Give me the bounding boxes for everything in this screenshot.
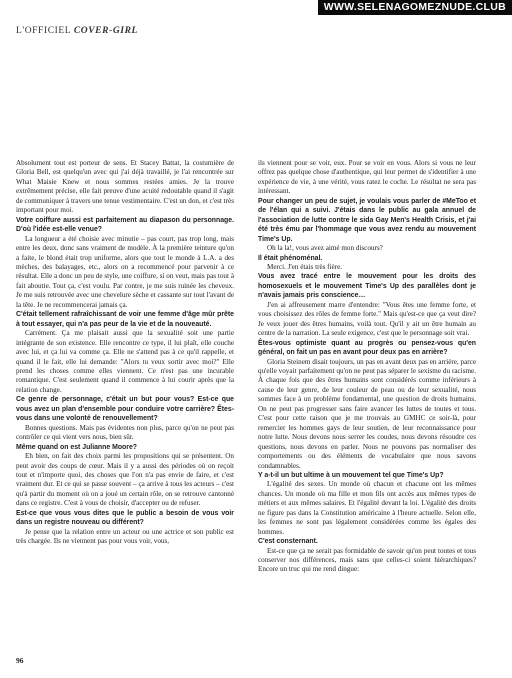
interview-answer: Est-ce que ça ne serait pas formidable de savoir qu'on peut toutes et tous conserver nos différences, mais sans que celles-ci soient hiérarchiques? Encore un truc qui me rend dingue:	[258, 546, 476, 574]
interview-answer: Eh bien, on fait des choix parmi les propositions qui se présentent. On peut avoir des coups de cœur. Mais il y a aussi des périodes où on reçoit tout et n'importe quoi, des choses que l'on n'a pas envie de faire, et c'est vraiment dur. Et ce qui se passe souvent – ça arrive à tous les acteurs – c'est qu'à partir du moment où on a joué un certain rôle, on se retrouve cantonné dans ce registre. C'est à vous de choisir, d'accepter ou de refuser.	[16, 452, 234, 508]
interview-question: Pour changer un peu de sujet, je voulais vous parler de #MeToo et de l'élan qui a suivi. J'étais dans le public au gala annuel de l'association de lutte contre le sida Gay Men's Health Crisis, et j'ai été très ému par l'hommage que vous avez rendu au mouvement Time's Up.	[258, 197, 476, 243]
interview-question: Il était phénoménal.	[258, 254, 323, 262]
page-header	[16, 26, 138, 36]
section-name: COVER-GIRL	[73, 26, 138, 36]
interview-question: Est-ce que vous vous dites que le public a besoin de vous voir dans un registre nouveau ou différent?	[16, 509, 234, 527]
interview-answer: ils viennent pour se voir, eux. Pour se voir en vous. Alors si vous ne leur offrez pas quelque chose d'authentique, qui leur permet de s'identifier à une expérience de vie, à une vérité, vous ratez le coche. Le résultat ne sera pas intéressant.	[258, 159, 476, 196]
interview-answer: Merci. J'en étais très fière.	[267, 262, 343, 271]
interview-question: Même quand on est Julianne Moore?	[16, 443, 137, 451]
interview-answer: Gloria Steinem disait toujours, un pas en avant deux pas en arrière, parce qu'elle voyait parfaitement qu'on ne peut pas séparer le sexisme du racisme. À chaque fois que des êtres humains sont considérés comme inférieurs à cause de leur genre, de leur couleur de peau ou de leur sexualité, nous sommes face à un problème fondamental, une question de droits humains. On ne peut pas progresser sans faire avancer les luttes de toutes et tous. C'est pour cette raison que je me trouvais au GMHC ce soir-là, pour remercier les hommes gays de leur soutien, de leur reconnaissance pour notre lutte. Nous devons nous serrer les coudes, nous devons résoudre ces questions, nous devons en parler. Nous ne pouvons pas normaliser des comportements ou des éléments de vocabulaire que nous savons condamnables.	[258, 357, 476, 470]
interview-question: Êtes-vous optimiste quant au progrès ou pensez-vous qu'en général, on fait un pas en avant pour deux pas en arrière?	[258, 339, 476, 357]
article-column-right	[258, 159, 476, 575]
interview-question: C'est consternant.	[258, 538, 318, 546]
interview-answer: Je pense que la relation entre un acteur ou une actrice et son public est très chargée. Ils ne viennent pas pour vous voir, vous,	[16, 527, 234, 546]
page-number: 96	[16, 656, 24, 665]
interview-answer: Oh la la!, vous avez aimé mon discours?	[267, 244, 383, 253]
site-watermark: WWW.SELENAGOMEZNUDE.CLUB	[318, 0, 512, 15]
interview-answer: La longueur a été choisie avec minutie – pas court, pas trop long, mais entre les deux, donc sans vraiment de modèle. À la première teinture qu'on a faite, le blond était trop uniforme, alors que tout le monde à L.A. a des mèches, des balayages, etc., alors on a recommencé pour parvenir à ce résultat. Elle a donc un peu de style, une coiffure, si on veut, mais pas tout à fait aboutie. Tout ça, c'est voulu. Par contre, je me suis ruinée les cheveux. Je me suis retrouvée avec une chevelure sèche et cassante sur tout l'avant de la tête. Je ne recommencerai jamais ça.	[16, 234, 234, 309]
interview-question: Vous avez tracé entre le mouvement pour les droits des homosexuels et le mouvement Time's Up des parallèles dont je n'avais jamais pris conscience…	[258, 273, 476, 300]
interview-answer: L'égalité des sexes. Un monde où chacun et chacune ont les mêmes chances. Un monde où ma fille et mon fils ont accès aux mêmes types de métiers et aux mêmes salaires. Et l'égalité devant la loi. L'égalité des droits ne figure pas dans la Constitution américaine à l'heure actuelle. Selon elle, les femmes ne sont pas légalement considérées comme les égales des hommes.	[258, 480, 476, 536]
interview-question: Ce genre de personnage, c'était un but pour vous? Est-ce que vous avez un plan d'ensemble pour conduire votre carrière? Êtes-vous dans une volonté de renouvellement?	[16, 396, 234, 423]
interview-answer: Carrément. Ça me plaisait aussi que la sexualité soit une partie intégrante de son existence. Elle rencontre ce type, il lui plaît, elle couche avec lui, et ça lui va comme ça. Elle ne s'attend pas à ce qu'il rappelle, et quand il le fait, elle lui demande: "Alors tu veux sortir avec moi?" Elle prend les choses comme elles viennent. Ce n'est pas une incurable romantique. C'est seulement quand il commence à lui courir après que la relation change.	[16, 329, 234, 394]
interview-answer: Absolument tout est porteur de sens. Et Stacey Battat, la costumière de Gloria Bell, est quelqu'un avec qui j'ai déjà travaillé, je l'ai rencontrée sur What Maisie Knew et nous sommes restées amies. Je la trouve extrêmement précise, elle fait preuve d'une acuité redoutable quand il s'agit de communiquer à travers une tenue vestimentaire. C'est un don, et c'est très important pour moi.	[16, 159, 234, 215]
interview-answer: J'en ai affreusement marre d'entendre: "Vous êtes une femme forte, et vous choisissez des rôles de femme forte." Mais qu'est-ce que ça veut dire? Je veux jouer des êtres humains, voilà tout. Qu'il y ait un être humain au centre de la narration. La seule exigence, c'est que le personnage soit vrai.	[258, 300, 476, 338]
interview-question: Votre coiffure aussi est parfaitement au diapason du personnage. D'où l'idée est-elle venue?	[16, 216, 234, 234]
interview-question: C'était tellement rafraîchissant de voir une femme d'âge mûr prête à tout essayer, qui n'a pas peur de la vie et de la nouveauté.	[16, 311, 234, 328]
interview-answer: Bonnes questions. Mais pas évidentes non plus, parce qu'on ne peut pas contrôler ce qui vient vers nous, bien sûr.	[16, 423, 234, 442]
magazine-name: L'OFFICIEL	[16, 26, 71, 36]
interview-question: Y a-t-il un but ultime à un mouvement tel que Time's Up?	[258, 471, 444, 479]
article-column-left	[16, 159, 234, 547]
